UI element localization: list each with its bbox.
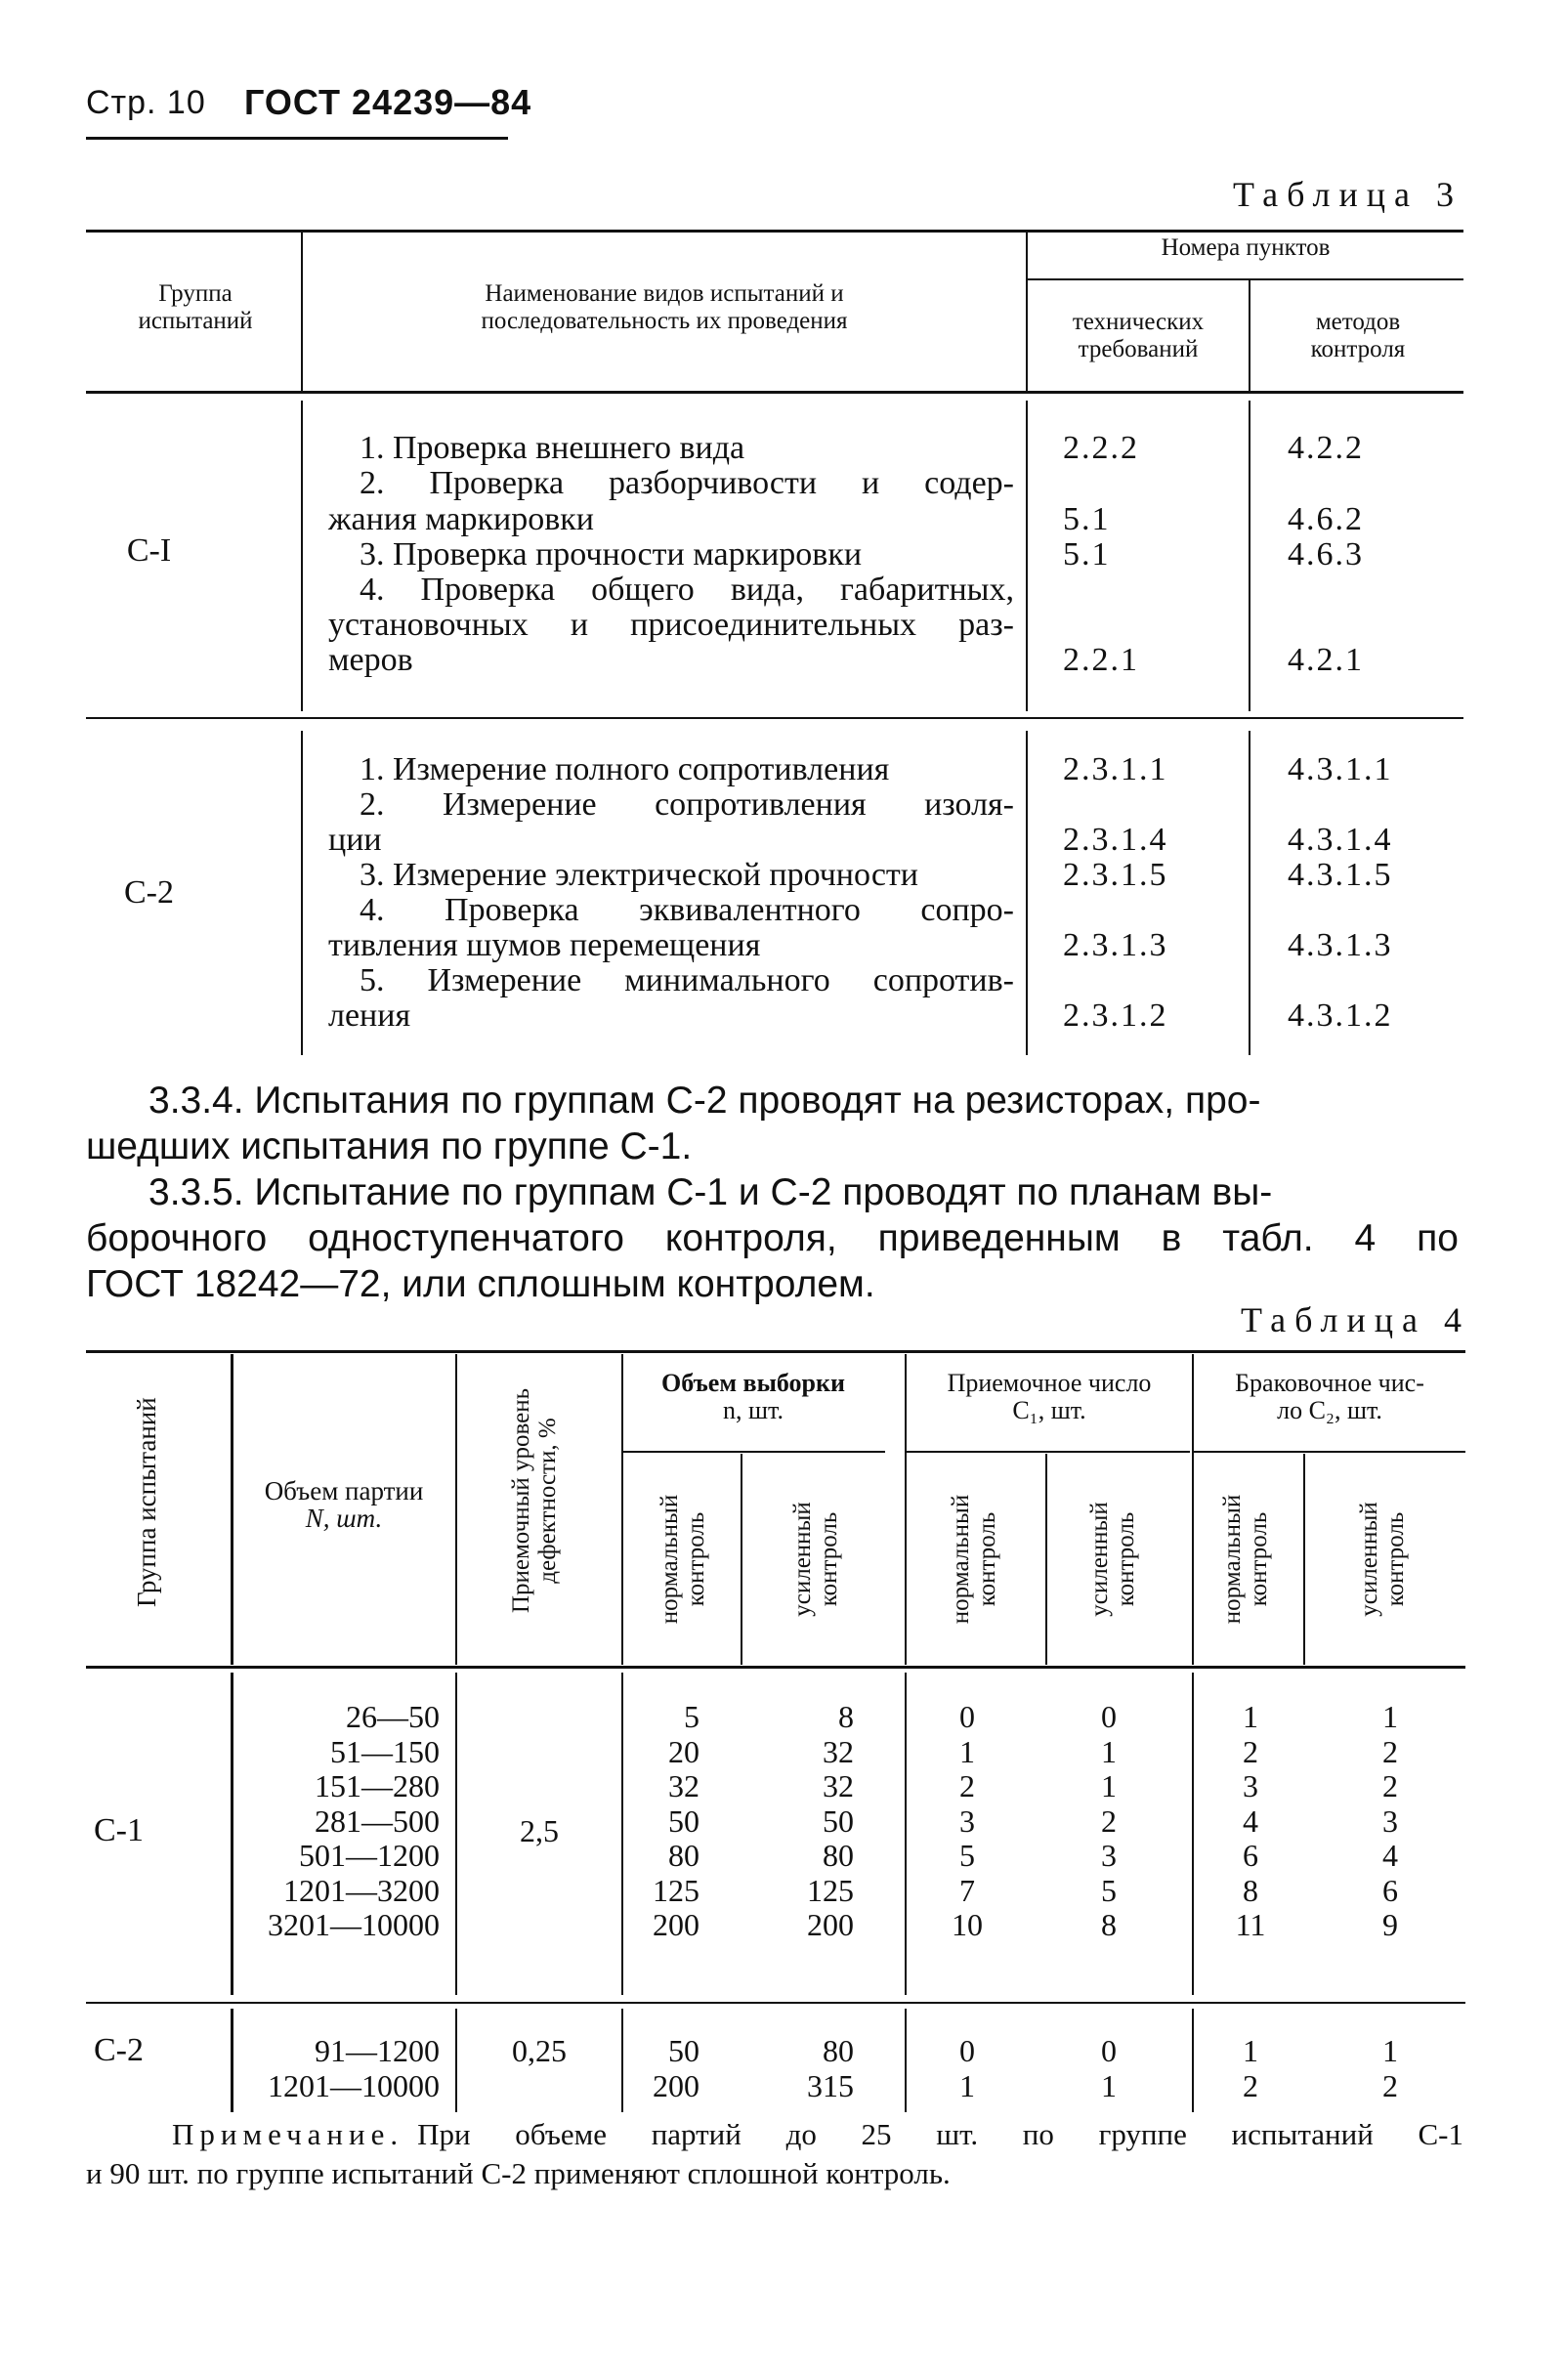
table4-header-sample: Объем выборки n, шт. <box>661 1369 845 1424</box>
note-label: Примечание. <box>172 2117 404 2151</box>
sample-normal-cell: 50 <box>668 2033 699 2068</box>
table3-row-line: тивления шумов перемещения <box>328 927 761 963</box>
table3-method-cell: 4.2.1 <box>1288 642 1364 678</box>
reject-normal-cell: 3 <box>1243 1768 1258 1803</box>
accept-normal-cell: 5 <box>959 1838 975 1873</box>
table3-row-line: установочных и присоединительных раз- <box>328 607 1014 643</box>
accept-tight-cell: 1 <box>1101 1733 1117 1769</box>
lot-size-cell: 3201—10000 <box>268 1907 440 1942</box>
table3-row-line: меров <box>328 642 413 678</box>
table4-subheader-normal: нормальный контроль <box>657 1494 709 1625</box>
table3-group-c2: С-2 <box>124 874 174 911</box>
reject-tight-cell: 2 <box>1382 1768 1398 1803</box>
paragraph-3-3-5-line1: 3.3.5. Испытание по группам С-1 и С-2 проводят по планам вы- <box>148 1171 1273 1213</box>
accept-normal-cell: 1 <box>959 2067 975 2103</box>
table3-row-line: 3. Измерение электрической прочности <box>360 857 918 893</box>
accept-normal-cell: 10 <box>952 1907 983 1942</box>
sample-tight-cell: 315 <box>807 2067 854 2103</box>
reject-tight-cell: 4 <box>1382 1838 1398 1873</box>
sample-tight-cell: 8 <box>838 1699 854 1734</box>
table3-method-cell: 4.3.1.3 <box>1288 927 1393 963</box>
table3-method-cell: 4.3.1.1 <box>1288 751 1393 787</box>
sample-normal-cell: 200 <box>653 2067 699 2103</box>
lot-size-cell: 501—1200 <box>299 1838 440 1873</box>
reject-normal-cell: 1 <box>1243 1699 1258 1734</box>
table3-method-cell: 4.3.1.4 <box>1288 822 1393 858</box>
table3-tech-cell: 2.3.1.1 <box>1063 751 1168 787</box>
table3-row-line: 2. Измерение сопротивления изоля- <box>360 786 1014 823</box>
page-number: Стр. 10 <box>86 84 206 121</box>
sample-tight-cell: 200 <box>807 1907 854 1942</box>
table3-method-cell: 4.6.3 <box>1288 536 1364 573</box>
table3-method-cell: 4.3.1.2 <box>1288 997 1393 1034</box>
accept-normal-cell: 7 <box>959 1872 975 1908</box>
table3-method-cell: 4.6.2 <box>1288 501 1364 537</box>
accept-tight-cell: 3 <box>1101 1838 1117 1873</box>
table4-subheader-tight: усиленный контроль <box>789 1502 842 1617</box>
sample-normal-cell: 5 <box>684 1699 699 1734</box>
lot-size-cell: 281—500 <box>315 1802 440 1839</box>
accept-normal-cell: 0 <box>959 2033 975 2068</box>
table3-header-group: Группа испытаний <box>138 280 253 334</box>
table4-aql-cell: 2,5 <box>520 1813 559 1848</box>
table3-row-line: 2. Проверка разборчивости и содер- <box>360 465 1014 501</box>
accept-normal-cell: 2 <box>959 1768 975 1803</box>
accept-tight-cell: 8 <box>1101 1907 1117 1942</box>
accept-tight-cell: 1 <box>1101 1768 1117 1803</box>
lot-size-cell: 1201—3200 <box>283 1872 440 1908</box>
table3-header-name: Наименование видов испытаний и последовательность их проведения <box>481 280 848 334</box>
table3-row-line: ции <box>328 822 382 858</box>
accept-tight-cell: 0 <box>1101 2033 1117 2068</box>
reject-tight-cell: 2 <box>1382 1733 1398 1769</box>
table3-method-cell: 4.3.1.5 <box>1288 857 1393 893</box>
table4-group-c2: С-2 <box>94 2032 144 2068</box>
lot-size-cell: 26—50 <box>346 1699 440 1734</box>
reject-tight-cell: 1 <box>1382 1699 1398 1734</box>
reject-tight-cell: 6 <box>1382 1872 1398 1908</box>
sample-tight-cell: 32 <box>823 1733 854 1769</box>
paragraph-3-3-4-line2: шедших испытания по группе С-1. <box>86 1125 693 1167</box>
reject-tight-cell: 3 <box>1382 1802 1398 1839</box>
table3-tech-cell: 2.3.1.5 <box>1063 857 1168 893</box>
reject-normal-cell: 11 <box>1235 1907 1266 1942</box>
paragraph-3-3-5-line2: борочного одноступенчатого контроля, приведенным в табл. 4 по <box>86 1217 1459 1259</box>
paragraph-3-3-4-line1: 3.3.4. Испытания по группам С-2 проводят на резисторах, про- <box>148 1080 1261 1122</box>
sample-normal-cell: 20 <box>668 1733 699 1769</box>
table3-row-line: 5. Измерение минимального сопротив- <box>360 962 1014 998</box>
table3-caption: Таблица 3 <box>1233 175 1462 214</box>
reject-normal-cell: 6 <box>1243 1838 1258 1873</box>
sample-normal-cell: 200 <box>653 1907 699 1942</box>
accept-normal-cell: 0 <box>959 1699 975 1734</box>
lot-size-cell: 1201—10000 <box>268 2067 440 2103</box>
sample-normal-cell: 50 <box>668 1802 699 1839</box>
table3-row-line: ления <box>328 997 411 1034</box>
table3-row-line: 4. Проверка общего вида, габаритных, <box>360 572 1014 608</box>
table4-header-lot: Объем партии N, шт. <box>264 1476 424 1533</box>
table4-aql-cell: 0,25 <box>512 2033 567 2068</box>
table3-row-line: 4. Проверка эквивалентного сопро- <box>360 892 1014 928</box>
sample-normal-cell: 125 <box>653 1872 699 1908</box>
table3-method-cell: 4.2.2 <box>1288 430 1364 466</box>
table4-header-group: Группа испытаний <box>132 1397 161 1607</box>
table3-tech-cell: 2.3.1.2 <box>1063 997 1168 1034</box>
table4-subheader-normal: нормальный контроль <box>948 1494 1000 1625</box>
table4-header-aql: Приемочный уровень дефектности, % <box>508 1387 561 1614</box>
note-text: При объеме партий до 25 шт. по группе испытаний С-1 <box>417 2117 1463 2151</box>
table3-row-line: 1. Измерение полного сопротивления <box>360 751 890 787</box>
accept-tight-cell: 2 <box>1101 1802 1117 1839</box>
note-line1 <box>172 2116 1463 2153</box>
reject-normal-cell: 4 <box>1243 1802 1258 1839</box>
sample-normal-cell: 80 <box>668 1838 699 1873</box>
sample-normal-cell: 32 <box>668 1768 699 1803</box>
table3-tech-cell: 2.3.1.4 <box>1063 822 1168 858</box>
table3-header-points: Номера пунктов <box>1161 234 1331 261</box>
table3-header-methods: методов контроля <box>1310 309 1406 362</box>
reject-tight-cell: 1 <box>1382 2033 1398 2068</box>
sample-tight-cell: 125 <box>807 1872 854 1908</box>
reject-normal-cell: 8 <box>1243 1872 1258 1908</box>
standard-number: ГОСТ 24239—84 <box>244 82 532 122</box>
reject-normal-cell: 1 <box>1243 2033 1258 2068</box>
reject-tight-cell: 9 <box>1382 1907 1398 1942</box>
table3-tech-cell: 2.2.2 <box>1063 430 1139 466</box>
lot-size-cell: 51—150 <box>330 1733 440 1769</box>
sample-tight-cell: 80 <box>823 2033 854 2068</box>
table3-row-line: 1. Проверка внешнего вида <box>360 430 745 466</box>
table3-group-c1: С-I <box>126 532 172 569</box>
table4-caption: Таблица 4 <box>1241 1300 1470 1339</box>
reject-normal-cell: 2 <box>1243 2067 1258 2103</box>
paragraph-3-3-5-line3: ГОСТ 18242—72, или сплошным контролем. <box>86 1263 875 1305</box>
reject-tight-cell: 2 <box>1382 2067 1398 2103</box>
accept-tight-cell: 1 <box>1101 2067 1117 2103</box>
table4-header-accept: Приемочное число C₁, шт. <box>947 1369 1152 1424</box>
reject-normal-cell: 2 <box>1243 1733 1258 1769</box>
lot-size-cell: 151—280 <box>315 1768 440 1803</box>
accept-normal-cell: 1 <box>959 1733 975 1769</box>
table3-tech-cell: 2.2.1 <box>1063 642 1139 678</box>
table4-subheader-tight: усиленный контроль <box>1356 1502 1409 1617</box>
table3-tech-cell: 2.3.1.3 <box>1063 927 1168 963</box>
accept-normal-cell: 3 <box>959 1802 975 1839</box>
note-line2: и 90 шт. по группе испытаний С-2 применяют сплошной контроль. <box>86 2156 951 2190</box>
sample-tight-cell: 80 <box>823 1838 854 1873</box>
table3-row-line: 3. Проверка прочности маркировки <box>360 536 863 573</box>
table4-header-reject: Браковочное чис- ло C₂, шт. <box>1235 1369 1424 1424</box>
accept-tight-cell: 5 <box>1101 1872 1117 1908</box>
lot-size-cell: 91—1200 <box>315 2033 440 2068</box>
sample-tight-cell: 32 <box>823 1768 854 1803</box>
table3-tech-cell: 5.1 <box>1063 536 1111 573</box>
table4-subheader-normal: нормальный контроль <box>1219 1494 1272 1625</box>
table4-subheader-tight: усиленный контроль <box>1086 1502 1139 1617</box>
table3-row-line: жания маркировки <box>328 501 594 537</box>
table4-group-c1: С-1 <box>94 1812 144 1848</box>
table3-header-tech: технических требований <box>1072 309 1205 362</box>
sample-tight-cell: 50 <box>823 1802 854 1839</box>
header-rule <box>86 137 508 140</box>
table3-tech-cell: 5.1 <box>1063 501 1111 537</box>
accept-tight-cell: 0 <box>1101 1699 1117 1734</box>
